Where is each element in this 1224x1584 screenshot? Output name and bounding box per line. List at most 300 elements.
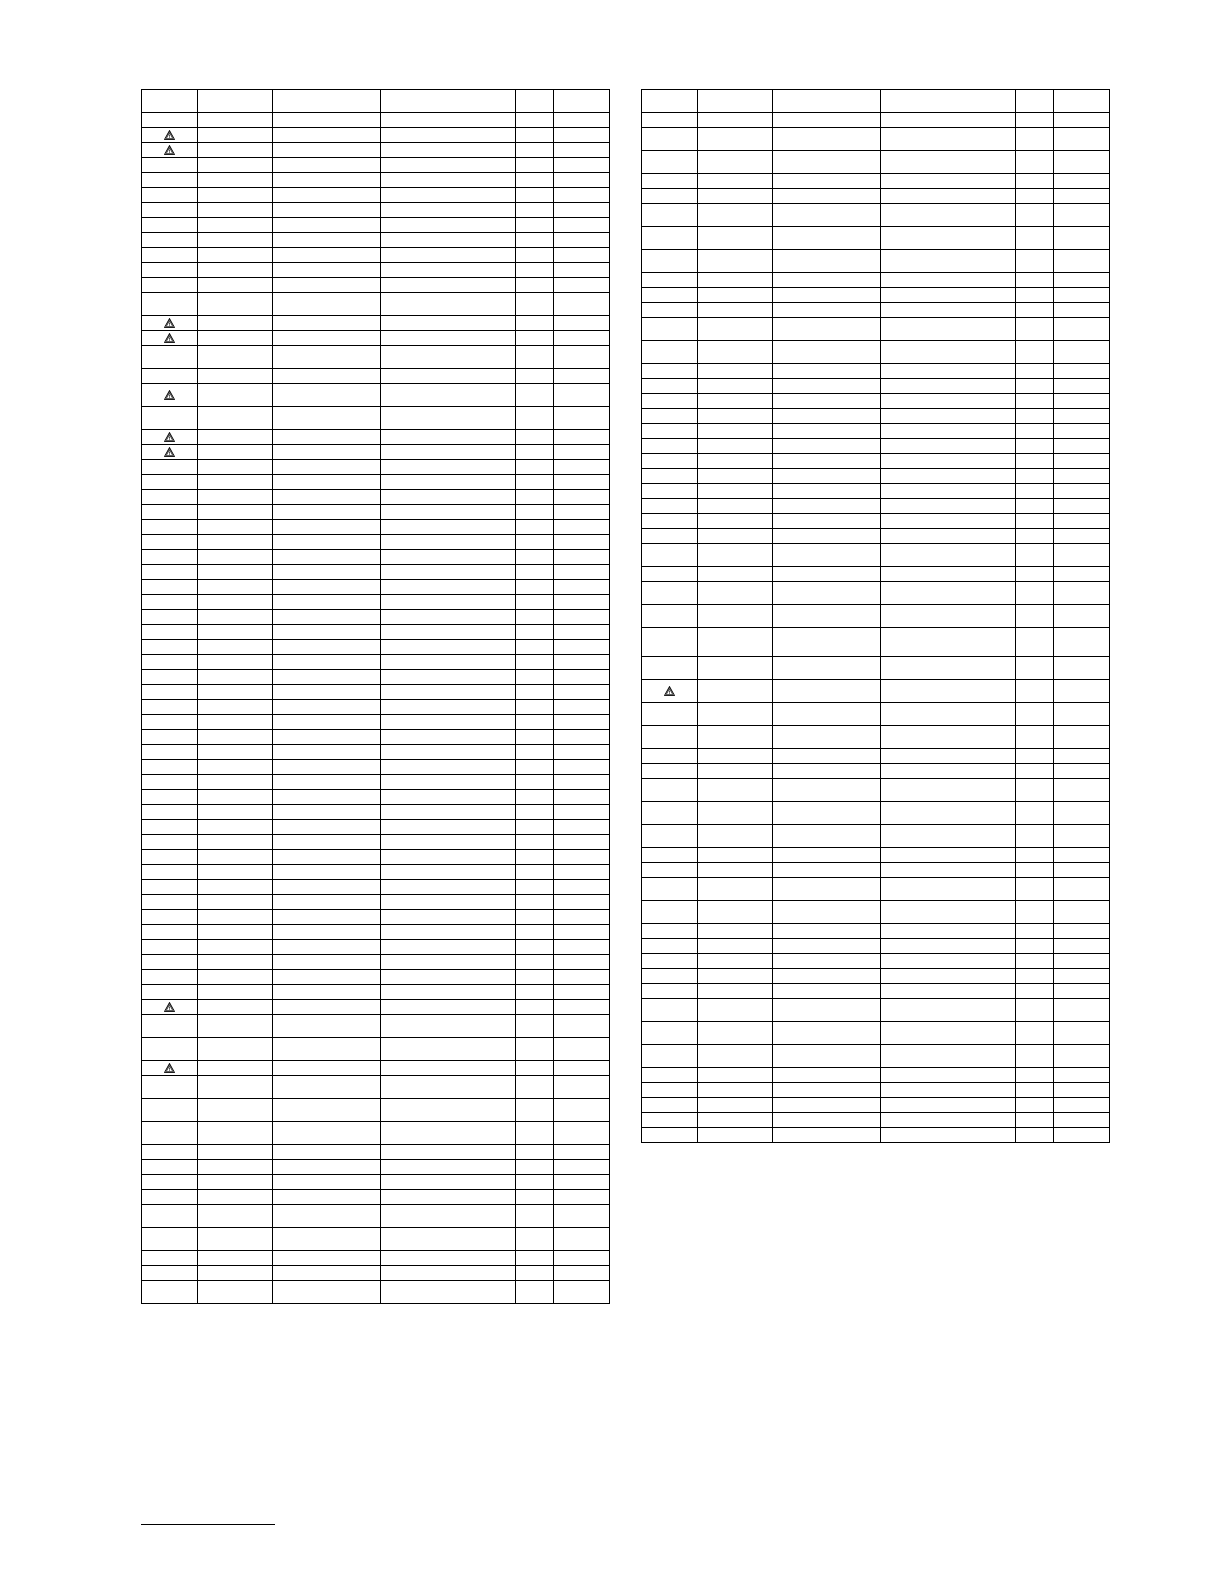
- cell-remarks: [554, 565, 610, 580]
- cell-qty: [516, 1266, 554, 1281]
- table-row: [142, 1281, 610, 1304]
- cell-remarks: [1054, 454, 1110, 469]
- table-row: [142, 505, 610, 520]
- cell-mark: [142, 760, 198, 775]
- cell-qty: [516, 316, 554, 331]
- cell-description: [381, 369, 516, 384]
- cell-description: [381, 685, 516, 700]
- table-row: [142, 1000, 610, 1015]
- cell-ref: [198, 640, 273, 655]
- cell-mark: [642, 969, 698, 984]
- cell-part: [773, 484, 881, 499]
- cell-ref: [698, 424, 773, 439]
- cell-mark: [642, 924, 698, 939]
- cell-description: [381, 850, 516, 865]
- cell-ref: [198, 535, 273, 550]
- cell-part: [773, 605, 881, 628]
- cell-part: [273, 850, 381, 865]
- cell-description: [881, 1045, 1016, 1068]
- cell-description: [381, 90, 516, 113]
- cell-qty: [1016, 954, 1054, 969]
- cell-part: [273, 475, 381, 490]
- cell-part: [773, 939, 881, 954]
- cell-ref: [198, 895, 273, 910]
- cell-description: [381, 1281, 516, 1304]
- table-row: [142, 1266, 610, 1281]
- cell-description: [881, 394, 1016, 409]
- cell-ref: [198, 580, 273, 595]
- cell-part: [773, 113, 881, 128]
- cell-ref: [198, 218, 273, 233]
- cell-ref: [198, 1228, 273, 1251]
- cell-qty: [1016, 409, 1054, 424]
- cell-ref: [198, 505, 273, 520]
- cell-part: [273, 143, 381, 158]
- cell-part: [273, 655, 381, 670]
- cell-mark: [642, 439, 698, 454]
- table-row: [642, 189, 1110, 204]
- cell-mark: [642, 1098, 698, 1113]
- cell-description: [881, 703, 1016, 726]
- cell-description: [381, 316, 516, 331]
- cell-description: [381, 430, 516, 445]
- warning-triangle-icon: [164, 447, 175, 457]
- cell-mark: [142, 655, 198, 670]
- cell-part: [273, 625, 381, 640]
- cell-remarks: [1054, 1083, 1110, 1098]
- table-row: [142, 610, 610, 625]
- cell-part: [273, 248, 381, 263]
- cell-mark: [142, 910, 198, 925]
- cell-qty: [1016, 779, 1054, 802]
- cell-qty: [1016, 1022, 1054, 1045]
- cell-ref: [198, 316, 273, 331]
- cell-part: [273, 90, 381, 113]
- table-row: [142, 1145, 610, 1160]
- table-row: [142, 1175, 610, 1190]
- cell-qty: [516, 218, 554, 233]
- cell-remarks: [1054, 189, 1110, 204]
- cell-ref: [698, 341, 773, 364]
- cell-qty: [1016, 394, 1054, 409]
- cell-mark: [142, 369, 198, 384]
- cell-qty: [1016, 863, 1054, 878]
- cell-qty: [516, 475, 554, 490]
- cell-description: [881, 379, 1016, 394]
- cell-ref: [198, 790, 273, 805]
- cell-part: [773, 1045, 881, 1068]
- cell-remarks: [1054, 113, 1110, 128]
- cell-mark: [142, 113, 198, 128]
- cell-remarks: [1054, 288, 1110, 303]
- parts-table-left: [141, 89, 610, 1304]
- cell-description: [381, 490, 516, 505]
- warning-triangle-icon: [164, 130, 175, 140]
- cell-description: [881, 1098, 1016, 1113]
- table-row: [142, 700, 610, 715]
- cell-ref: [198, 745, 273, 760]
- cell-ref: [198, 1015, 273, 1038]
- cell-qty: [516, 1251, 554, 1266]
- table-row: [142, 625, 610, 640]
- cell-mark: [142, 316, 198, 331]
- cell-remarks: [554, 550, 610, 565]
- cell-mark: [642, 227, 698, 250]
- cell-description: [881, 582, 1016, 605]
- cell-description: [381, 346, 516, 369]
- cell-remarks: [554, 640, 610, 655]
- cell-description: [881, 657, 1016, 680]
- cell-mark: [642, 250, 698, 273]
- cell-remarks: [1054, 90, 1110, 113]
- cell-qty: [1016, 1045, 1054, 1068]
- table-row: [642, 605, 1110, 628]
- cell-remarks: [554, 1175, 610, 1190]
- cell-mark: [142, 550, 198, 565]
- cell-qty: [1016, 318, 1054, 341]
- cell-remarks: [554, 1099, 610, 1122]
- cell-part: [773, 454, 881, 469]
- cell-remarks: [1054, 439, 1110, 454]
- cell-mark: [142, 1205, 198, 1228]
- cell-part: [273, 685, 381, 700]
- table-row: [142, 955, 610, 970]
- cell-qty: [516, 880, 554, 895]
- cell-mark: [142, 1190, 198, 1205]
- cell-part: [273, 128, 381, 143]
- cell-part: [773, 848, 881, 863]
- table-row: [142, 805, 610, 820]
- cell-ref: [198, 233, 273, 248]
- cell-qty: [1016, 749, 1054, 764]
- cell-ref: [698, 1098, 773, 1113]
- cell-part: [273, 805, 381, 820]
- table-row: [642, 567, 1110, 582]
- cell-remarks: [1054, 394, 1110, 409]
- cell-description: [381, 331, 516, 346]
- cell-qty: [1016, 901, 1054, 924]
- cell-mark: [642, 303, 698, 318]
- cell-mark: [642, 484, 698, 499]
- table-row: [142, 1038, 610, 1061]
- cell-mark: [142, 685, 198, 700]
- cell-ref: [198, 805, 273, 820]
- cell-description: [881, 544, 1016, 567]
- table-row: [642, 848, 1110, 863]
- cell-qty: [516, 565, 554, 580]
- cell-mark: [642, 1083, 698, 1098]
- cell-ref: [698, 128, 773, 151]
- cell-remarks: [1054, 802, 1110, 825]
- table-row: [142, 850, 610, 865]
- table-row: [642, 174, 1110, 189]
- cell-ref: [198, 293, 273, 316]
- table-row: [142, 880, 610, 895]
- cell-qty: [516, 233, 554, 248]
- cell-mark: [642, 409, 698, 424]
- cell-description: [381, 775, 516, 790]
- cell-remarks: [554, 880, 610, 895]
- cell-remarks: [554, 233, 610, 248]
- cell-qty: [1016, 484, 1054, 499]
- table-row: [142, 580, 610, 595]
- cell-mark: [142, 233, 198, 248]
- cell-qty: [1016, 499, 1054, 514]
- cell-part: [273, 790, 381, 805]
- cell-part: [773, 303, 881, 318]
- cell-remarks: [1054, 924, 1110, 939]
- table-row: [642, 802, 1110, 825]
- cell-remarks: [1054, 174, 1110, 189]
- cell-qty: [516, 369, 554, 384]
- cell-qty: [516, 1145, 554, 1160]
- cell-qty: [516, 90, 554, 113]
- cell-ref: [198, 1122, 273, 1145]
- cell-remarks: [554, 955, 610, 970]
- table-row: [642, 582, 1110, 605]
- cell-qty: [1016, 802, 1054, 825]
- table-row: [642, 90, 1110, 113]
- parts-table-right: [641, 89, 1110, 1143]
- cell-description: [381, 1205, 516, 1228]
- warning-triangle-icon: [664, 686, 675, 696]
- cell-ref: [198, 263, 273, 278]
- cell-qty: [516, 775, 554, 790]
- cell-ref: [198, 1145, 273, 1160]
- cell-ref: [198, 430, 273, 445]
- cell-mark: [642, 204, 698, 227]
- table-row: [142, 925, 610, 940]
- cell-ref: [198, 1281, 273, 1304]
- cell-ref: [698, 364, 773, 379]
- cell-remarks: [1054, 364, 1110, 379]
- cell-remarks: [554, 128, 610, 143]
- cell-part: [773, 1083, 881, 1098]
- cell-ref: [698, 288, 773, 303]
- cell-ref: [698, 680, 773, 703]
- cell-qty: [1016, 984, 1054, 999]
- cell-mark: [642, 749, 698, 764]
- cell-description: [881, 469, 1016, 484]
- table-row: [142, 384, 610, 407]
- cell-remarks: [554, 580, 610, 595]
- cell-part: [273, 745, 381, 760]
- table-row: [142, 331, 610, 346]
- cell-ref: [698, 582, 773, 605]
- cell-ref: [698, 567, 773, 582]
- table-row: [142, 865, 610, 880]
- table-row: [142, 550, 610, 565]
- cell-mark: [642, 394, 698, 409]
- cell-remarks: [554, 158, 610, 173]
- cell-qty: [516, 1175, 554, 1190]
- cell-ref: [698, 703, 773, 726]
- cell-part: [773, 151, 881, 174]
- cell-remarks: [554, 346, 610, 369]
- cell-qty: [1016, 969, 1054, 984]
- cell-description: [381, 565, 516, 580]
- cell-part: [273, 940, 381, 955]
- cell-ref: [698, 749, 773, 764]
- cell-mark: [642, 318, 698, 341]
- table-row: [142, 278, 610, 293]
- cell-ref: [198, 970, 273, 985]
- cell-part: [773, 341, 881, 364]
- parts-table-left-body: [142, 90, 610, 1304]
- cell-part: [273, 835, 381, 850]
- cell-remarks: [554, 940, 610, 955]
- cell-remarks: [554, 520, 610, 535]
- cell-ref: [198, 346, 273, 369]
- cell-ref: [198, 460, 273, 475]
- cell-description: [381, 985, 516, 1000]
- table-row: [642, 409, 1110, 424]
- cell-mark: [142, 1038, 198, 1061]
- cell-description: [381, 655, 516, 670]
- cell-description: [381, 550, 516, 565]
- cell-mark: [142, 715, 198, 730]
- cell-ref: [698, 204, 773, 227]
- table-row: [642, 703, 1110, 726]
- cell-description: [881, 288, 1016, 303]
- cell-mark: [642, 939, 698, 954]
- cell-part: [773, 984, 881, 999]
- cell-part: [273, 263, 381, 278]
- cell-part: [273, 595, 381, 610]
- cell-description: [381, 1061, 516, 1076]
- cell-qty: [516, 143, 554, 158]
- cell-remarks: [554, 173, 610, 188]
- cell-qty: [516, 1076, 554, 1099]
- cell-description: [881, 680, 1016, 703]
- cell-ref: [698, 969, 773, 984]
- cell-description: [381, 970, 516, 985]
- cell-part: [773, 174, 881, 189]
- cell-ref: [698, 764, 773, 779]
- cell-mark: [642, 726, 698, 749]
- table-row: [642, 924, 1110, 939]
- table-row: [142, 730, 610, 745]
- cell-part: [773, 825, 881, 848]
- cell-part: [773, 409, 881, 424]
- cell-mark: [642, 703, 698, 726]
- cell-remarks: [554, 1038, 610, 1061]
- cell-remarks: [554, 1015, 610, 1038]
- cell-mark: [142, 610, 198, 625]
- cell-mark: [142, 1228, 198, 1251]
- table-row: [642, 779, 1110, 802]
- table-row: [142, 685, 610, 700]
- cell-part: [273, 1175, 381, 1190]
- cell-part: [773, 424, 881, 439]
- cell-description: [381, 173, 516, 188]
- cell-mark: [142, 1251, 198, 1266]
- cell-mark: [642, 544, 698, 567]
- cell-remarks: [554, 113, 610, 128]
- cell-qty: [1016, 273, 1054, 288]
- cell-description: [381, 910, 516, 925]
- table-row: [642, 379, 1110, 394]
- cell-qty: [516, 158, 554, 173]
- cell-mark: [142, 745, 198, 760]
- cell-description: [381, 595, 516, 610]
- cell-description: [881, 273, 1016, 288]
- cell-description: [881, 726, 1016, 749]
- cell-remarks: [554, 1205, 610, 1228]
- table-row: [642, 1068, 1110, 1083]
- cell-description: [381, 580, 516, 595]
- table-row: [642, 1113, 1110, 1128]
- table-row: [142, 985, 610, 1000]
- cell-remarks: [554, 218, 610, 233]
- cell-part: [273, 730, 381, 745]
- cell-mark: [142, 895, 198, 910]
- cell-qty: [516, 1038, 554, 1061]
- cell-description: [881, 969, 1016, 984]
- cell-qty: [1016, 848, 1054, 863]
- cell-part: [273, 610, 381, 625]
- cell-qty: [516, 955, 554, 970]
- cell-qty: [516, 820, 554, 835]
- cell-part: [273, 880, 381, 895]
- cell-part: [273, 1205, 381, 1228]
- cell-description: [881, 484, 1016, 499]
- cell-qty: [516, 535, 554, 550]
- cell-remarks: [554, 895, 610, 910]
- cell-remarks: [1054, 878, 1110, 901]
- cell-description: [381, 1190, 516, 1205]
- cell-ref: [698, 90, 773, 113]
- cell-ref: [198, 760, 273, 775]
- cell-description: [381, 113, 516, 128]
- table-row: [642, 529, 1110, 544]
- cell-qty: [1016, 90, 1054, 113]
- cell-mark: [642, 825, 698, 848]
- cell-remarks: [554, 1122, 610, 1145]
- cell-description: [381, 384, 516, 407]
- cell-mark: [642, 341, 698, 364]
- cell-remarks: [554, 625, 610, 640]
- cell-description: [881, 1113, 1016, 1128]
- cell-part: [773, 1128, 881, 1143]
- cell-description: [881, 1128, 1016, 1143]
- cell-ref: [698, 174, 773, 189]
- cell-remarks: [554, 1190, 610, 1205]
- cell-description: [881, 250, 1016, 273]
- cell-mark: [642, 514, 698, 529]
- cell-ref: [698, 151, 773, 174]
- table-row: [642, 514, 1110, 529]
- table-row: [142, 895, 610, 910]
- cell-part: [773, 999, 881, 1022]
- cell-ref: [198, 1175, 273, 1190]
- cell-description: [881, 341, 1016, 364]
- cell-qty: [516, 625, 554, 640]
- cell-description: [881, 848, 1016, 863]
- cell-ref: [198, 955, 273, 970]
- cell-part: [273, 565, 381, 580]
- cell-ref: [198, 384, 273, 407]
- cell-qty: [516, 128, 554, 143]
- cell-remarks: [1054, 318, 1110, 341]
- cell-qty: [1016, 680, 1054, 703]
- table-row: [642, 680, 1110, 703]
- cell-mark: [642, 454, 698, 469]
- cell-part: [273, 1038, 381, 1061]
- cell-part: [273, 700, 381, 715]
- table-row: [642, 341, 1110, 364]
- cell-ref: [698, 924, 773, 939]
